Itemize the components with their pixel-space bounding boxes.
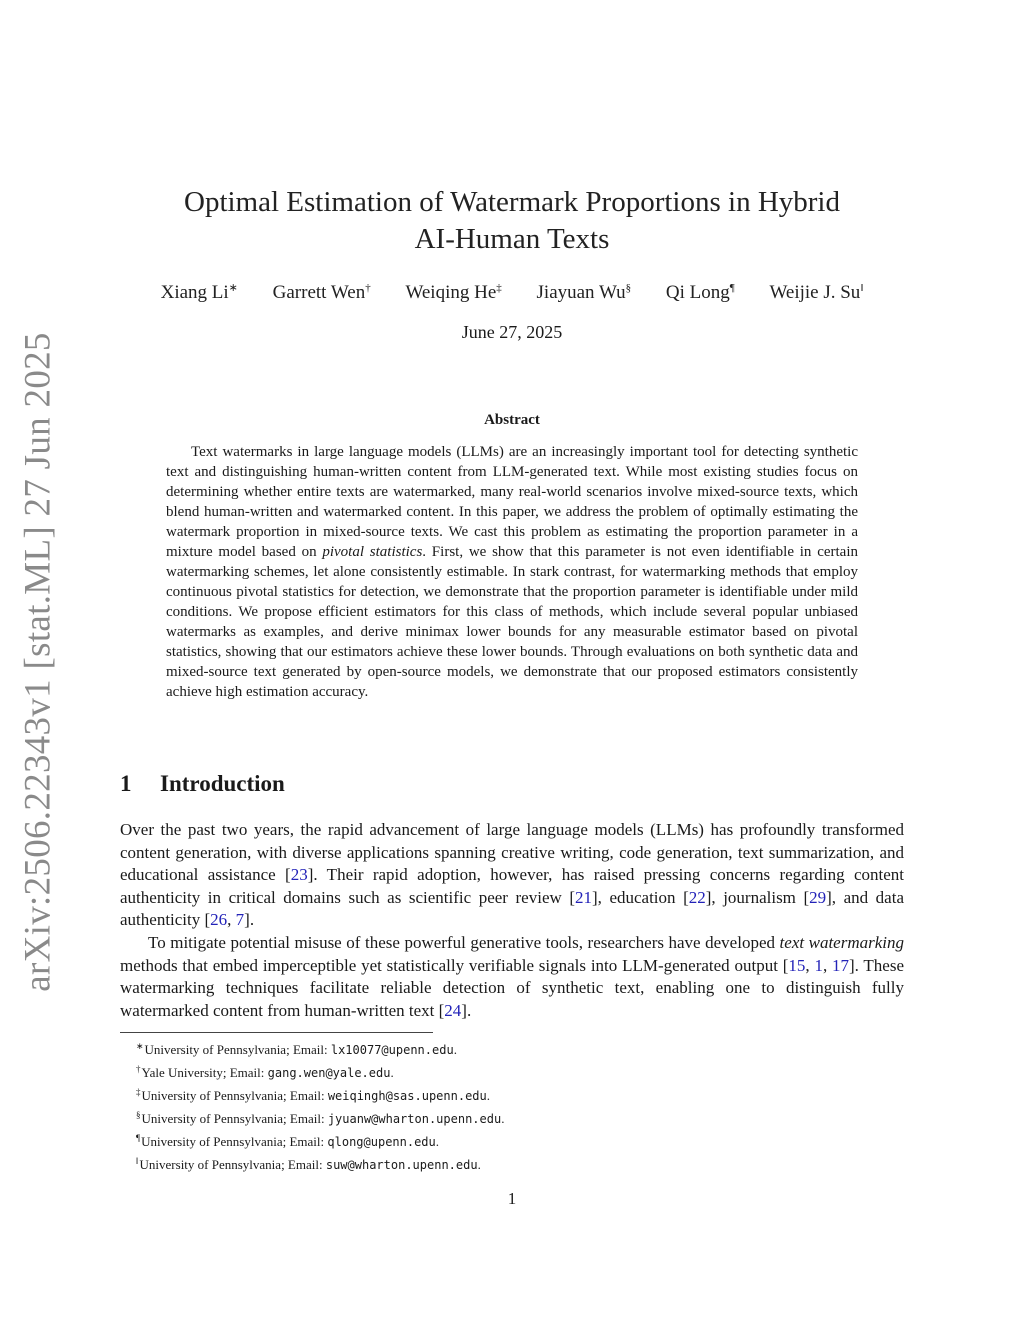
email-address: jyuanw@wharton.upenn.edu — [327, 1112, 502, 1126]
author: Jiayuan Wu§ — [536, 282, 632, 303]
citation-link[interactable]: 24 — [444, 1000, 462, 1020]
title-line-2: AI-Human Texts — [414, 223, 610, 255]
abstract-heading: Abstract — [484, 412, 540, 428]
email-address: gang.wen@yale.edu — [267, 1066, 391, 1080]
footnotes — [136, 1037, 504, 1175]
section-title: Introduction — [160, 771, 285, 796]
author: Qi Long¶ — [665, 282, 735, 303]
footnote: ‖University of Pennsylvania; Email: suw@wharton.upenn.edu. — [136, 1156, 481, 1172]
body-paragraph: To mitigate potential misuse of these powerful generative tools, researchers have developed text watermarking methods that embed imperceptible yet statistically verifiable signals into LLM-generated output [15, 1, 17]. These watermarking techniques facilitate reliable detection of synthetic text, enabling one to distinguish fully watermarked content from human-written text [24]. — [120, 933, 905, 1020]
author-mark: § — [625, 282, 632, 294]
author-mark: ‖ — [860, 282, 864, 294]
author-mark: ∗ — [228, 282, 238, 294]
italic-term: pivotal statistics — [322, 544, 423, 560]
paper-title — [0, 184, 1024, 258]
footnote-divider — [120, 1032, 433, 1033]
section-heading — [120, 771, 285, 797]
author-list — [0, 281, 1024, 304]
citation-link[interactable]: 15 — [788, 955, 806, 975]
footnote: †Yale University; Email: gang.wen@yale.edu. — [136, 1064, 394, 1080]
citation-link[interactable]: 26 — [210, 910, 228, 930]
citation-link[interactable]: 21 — [574, 887, 592, 907]
author-mark: ¶ — [729, 282, 735, 294]
publication-date: June 27, 2025 — [461, 322, 563, 342]
page-number: 1 — [507, 1189, 517, 1208]
author-mark: ‡ — [496, 282, 502, 294]
citation-link[interactable]: 7 — [235, 910, 245, 930]
citation-link[interactable]: 23 — [290, 865, 308, 885]
citation-link[interactable]: 1 — [814, 955, 823, 975]
footnote: §University of Pennsylvania; Email: jyuanw@wharton.upenn.edu. — [136, 1110, 505, 1126]
footnote: ∗University of Pennsylvania; Email: lx10077@upenn.edu. — [136, 1041, 457, 1057]
footnote: ‡University of Pennsylvania; Email: weiqingh@sas.upenn.edu. — [136, 1087, 491, 1103]
author: Weiqing He‡ — [405, 282, 502, 303]
email-address: qlong@upenn.edu — [327, 1135, 436, 1149]
body-paragraph: Over the past two years, the rapid advancement of large language models (LLMs) has profoundly transformed content generation, with diverse applications spanning creative writing, code generation, text summarization, and educational assistance [23]. Their rapid adoption, however, has raised pressing concerns regarding content authenticity in critical domains such as scientific peer review [21], education [22], journalism [29], and data authenticity [26, 7]. — [120, 820, 904, 930]
email-address: suw@wharton.upenn.edu — [325, 1158, 478, 1172]
arxiv-identifier-stamp: arXiv:2506.22343v1 [stat.ML] 27 Jun 2025 — [17, 332, 59, 992]
citation-link[interactable]: 17 — [832, 955, 850, 975]
email-address: weiqingh@sas.upenn.edu — [327, 1089, 487, 1103]
citation-link[interactable]: 29 — [809, 887, 827, 907]
title-line-1: Optimal Estimation of Watermark Proportions in Hybrid — [184, 186, 840, 218]
author-mark: † — [365, 282, 371, 294]
abstract-text: Text watermarks in large language models (LLMs) are an increasingly important tool for detecting synthetic text and distinguishing human-written content from LLM-generated text. While most existing studies focus on determining whether entire texts are watermarked, many real-world scenarios involve mixed-source texts, which blend human-written and watermarked content. In this paper, we address the problem of optimally estimating the watermark proportion in mixed-source texts. We cast this problem as estimating the proportion parameter in a mixture model based on pivotal statistics. First, we show that this parameter is not even identifiable in certain watermarking schemes, let alone consistently estimable. In stark contrast, for watermarking methods that employ continuous pivotal statistics for detection, we demonstrate that the proportion parameter is identifiable under mild conditions. We propose efficient estimators for this class of methods, which include several popular unbiased watermarks as examples, and derive minimax lower bounds for any measurable estimator based on pivotal statistics, showing that our estimators achieve these lower bounds. Through evaluations on both synthetic data and mixed-source text generated by open-source models, we demonstrate that our proposed estimators consistently achieve high estimation accuracy. — [166, 444, 858, 700]
section-number: 1 — [120, 771, 132, 796]
author: Garrett Wen† — [272, 282, 371, 303]
italic-term: text watermarking — [779, 933, 905, 952]
citation-link[interactable]: 22 — [688, 887, 706, 907]
author: Xiang Li∗ — [160, 282, 238, 303]
email-address: lx10077@upenn.edu — [330, 1043, 454, 1057]
author: Weijie J. Su‖ — [769, 282, 864, 303]
footnote: ¶University of Pennsylvania; Email: qlong@upenn.edu. — [136, 1133, 440, 1149]
